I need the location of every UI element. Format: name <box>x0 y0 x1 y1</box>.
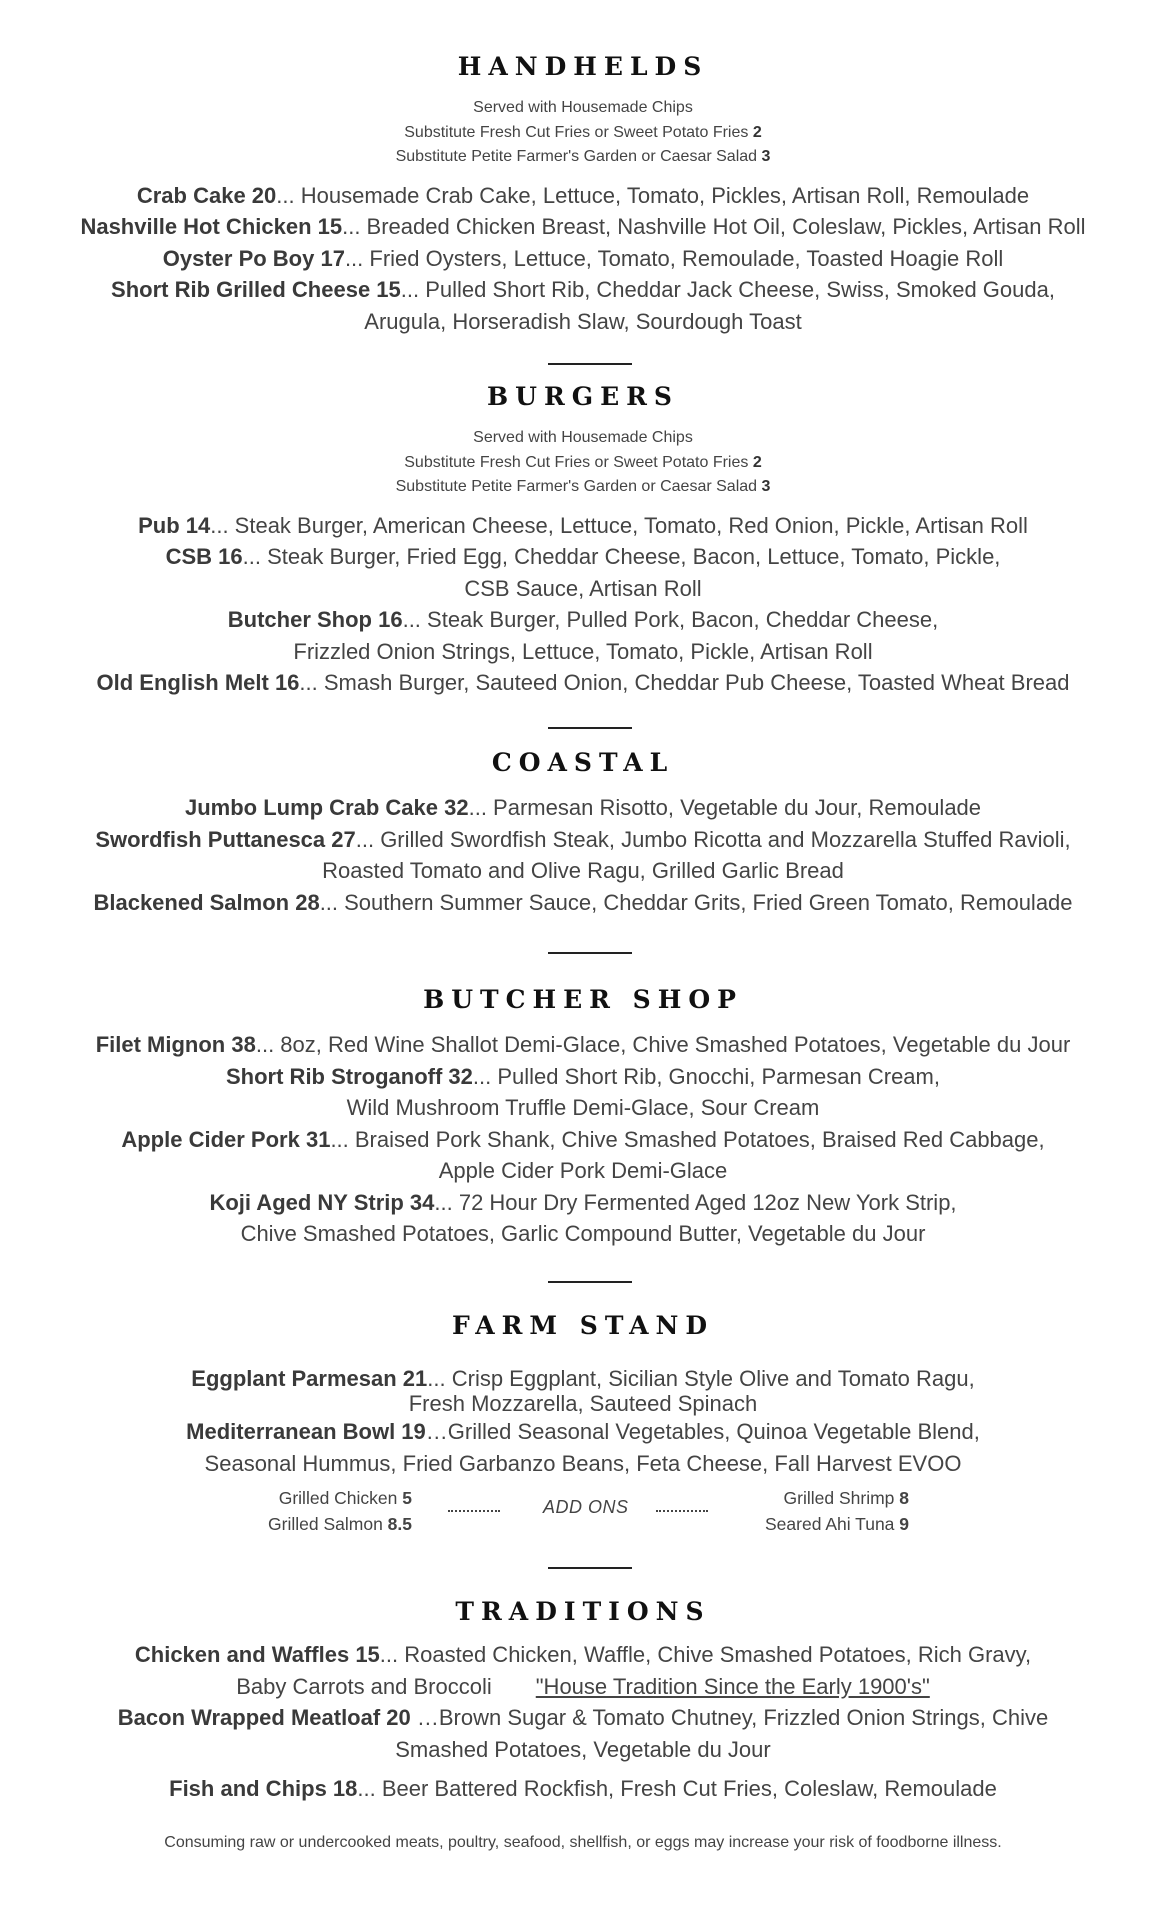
note-line <box>0 451 1166 476</box>
section-title-handhelds: HANDHELDS <box>457 52 709 81</box>
menu-item-name: Nashville Hot Chicken 15 <box>80 214 343 239</box>
menu-item-description: ... 72 Hour Dry Fermented Aged 12oz New York Strip, <box>434 1189 957 1215</box>
section-coastal <box>0 748 1166 918</box>
menu-item-description: ... Grilled Swordfish Steak, Jumbo Ricotta and Mozzarella Stuffed Ravioli, <box>355 826 1071 852</box>
menu-item-name: Eggplant Parmesan 21 <box>191 1366 428 1391</box>
section-title-traditions: TRADITIONS <box>455 1597 711 1626</box>
menu-item <box>0 510 1166 542</box>
note-line: Served with Housemade Chips <box>473 99 693 116</box>
menu-item <box>0 1365 1166 1392</box>
menu-item-description: ... Steak Burger, Fried Egg, Cheddar Cheese, Bacon, Lettuce, Tomato, Pickle, <box>242 544 1001 569</box>
menu-item-name: Fish and Chips 18 <box>169 1776 358 1801</box>
add-on-name: Seared Ahi Tuna <box>765 1514 900 1534</box>
add-on-price: 9 <box>899 1514 910 1534</box>
menu-item-description: ... 8oz, Red Wine Shallot Demi-Glace, Chive Smashed Potatoes, Vegetable du Jour <box>255 1032 1071 1057</box>
menu-item-name: Short Rib Grilled Cheese 15 <box>111 277 401 302</box>
section-butcher-shop <box>0 985 1166 1250</box>
dotted-leader <box>656 1510 708 1512</box>
menu-item <box>0 1124 1166 1156</box>
menu-item-name: Koji Aged NY Strip 34 <box>209 1189 435 1215</box>
section-divider <box>548 1281 632 1283</box>
section-divider <box>548 363 632 365</box>
add-on-item <box>268 1511 412 1537</box>
menu-item <box>0 243 1166 275</box>
menu-item-name: Swordfish Puttanesca 27 <box>95 826 356 852</box>
add-on-item <box>765 1485 909 1511</box>
menu-item <box>0 541 1166 573</box>
menu-item <box>0 824 1166 856</box>
section-farm-stand <box>0 1311 1166 1479</box>
note-price: 2 <box>752 123 762 141</box>
section-divider <box>548 1567 632 1569</box>
menu-item-description: ... Pulled Short Rib, Cheddar Jack Cheese, Swiss, Smoked Gouda, <box>400 277 1055 302</box>
menu-item-description: ... Parmesan Risotto, Vegetable du Jour, Remoulade <box>468 795 982 820</box>
note-text: Substitute Fresh Cut Fries or Sweet Potato Fries <box>404 123 753 141</box>
menu-item-description-cont: Seasonal Hummus, Fried Garbanzo Beans, Feta Cheese, Fall Harvest EVOO <box>204 1450 962 1476</box>
note-line <box>0 121 1166 146</box>
note-price: 3 <box>761 148 771 165</box>
menu-item <box>0 211 1166 243</box>
menu-item-name: Short Rib Stroganoff 32 <box>226 1063 473 1089</box>
menu-item-name: Oyster Po Boy 17 <box>162 245 345 271</box>
section-handhelds <box>0 52 1166 337</box>
menu-item <box>0 667 1166 699</box>
menu-item-description: Baby Carrots and Broccoli <box>236 1673 492 1699</box>
menu-item-description-cont <box>0 1671 1166 1703</box>
menu-item-description: …Grilled Seasonal Vegetables, Quinoa Vegetable Blend, <box>425 1419 980 1444</box>
section-notes <box>0 96 1166 170</box>
menu-item <box>0 1639 1166 1671</box>
add-on-item <box>268 1485 412 1511</box>
add-on-name: Grilled Shrimp <box>783 1488 900 1508</box>
menu-item <box>0 1702 1166 1734</box>
menu-item-name: Crab Cake 20 <box>136 182 277 208</box>
menu-item-description-cont: Smashed Potatoes, Vegetable du Jour <box>395 1736 771 1762</box>
menu-item-description: ... Pulled Short Rib, Gnocchi, Parmesan Cream, <box>472 1063 940 1089</box>
menu-items <box>0 792 1166 918</box>
dotted-leader <box>448 1510 500 1512</box>
add-on-price: 5 <box>402 1488 412 1508</box>
menu-item-description-cont: Chive Smashed Potatoes, Garlic Compound Butter, Vegetable du Jour <box>240 1221 926 1246</box>
menu-item-description: ... Steak Burger, Pulled Pork, Bacon, Cheddar Cheese, <box>402 607 939 632</box>
menu-item-description-cont: Apple Cider Pork Demi-Glace <box>438 1158 728 1183</box>
section-title-coastal: COASTAL <box>491 748 675 777</box>
add-on-item <box>765 1511 909 1537</box>
menu-item <box>0 1029 1166 1061</box>
menu-item-description-cont: Roasted Tomato and Olive Ragu, Grilled Garlic Bread <box>322 858 844 883</box>
menu-item <box>0 274 1166 306</box>
menu-item-description: ... Steak Burger, American Cheese, Lettuce, Tomato, Red Onion, Pickle, Artisan Roll <box>210 512 1028 538</box>
add-on-price: 8 <box>899 1488 910 1508</box>
menu-item <box>0 1773 1166 1805</box>
menu-item-description-cont: Arugula, Horseradish Slaw, Sourdough Toast <box>364 308 802 334</box>
section-traditions <box>0 1597 1166 1805</box>
menu-item <box>0 604 1166 636</box>
menu-item-name: Mediterranean Bowl 19 <box>186 1419 426 1444</box>
section-title-farm-stand: FARM STAND <box>451 1311 715 1340</box>
section-divider <box>548 952 632 954</box>
menu-item-description: ... Beer Battered Rockfish, Fresh Cut Fries, Coleslaw, Remoulade <box>357 1776 997 1801</box>
menu-items <box>0 1029 1166 1250</box>
menu-item-description-cont: Fresh Mozzarella, Sauteed Spinach <box>408 1391 758 1416</box>
menu-item-name: CSB 16 <box>165 544 243 569</box>
menu-item-name: Old English Melt 16 <box>96 670 300 695</box>
menu-item-name: Apple Cider Pork 31 <box>121 1126 331 1152</box>
menu-item <box>0 1416 1166 1448</box>
menu-item-name: Blackened Salmon 28 <box>93 889 320 915</box>
section-burgers <box>0 382 1166 699</box>
menu-items <box>0 1365 1166 1479</box>
menu-item-description: ... Fried Oysters, Lettuce, Tomato, Remoulade, Toasted Hoagie Roll <box>344 245 1004 271</box>
menu-item-description-cont: CSB Sauce, Artisan Roll <box>464 575 702 601</box>
note-line: Served with Housemade Chips <box>473 429 693 446</box>
section-notes <box>0 426 1166 500</box>
menu-item-description: ... Crisp Eggplant, Sicilian Style Olive and Tomato Ragu, <box>427 1366 975 1391</box>
add-on-name: Grilled Chicken <box>278 1488 403 1508</box>
menu-item-name: Pub 14 <box>138 512 211 538</box>
menu-item-name: Filet Mignon 38 <box>95 1032 256 1057</box>
section-title-butcher-shop: BUTCHER SHOP <box>423 985 743 1014</box>
menu-item <box>0 1187 1166 1219</box>
note-text: Substitute Petite Farmer's Garden or Caesar Salad <box>395 148 762 165</box>
note-price: 2 <box>752 453 762 471</box>
note-text: Substitute Fresh Cut Fries or Sweet Potato Fries <box>404 453 753 471</box>
menu-item-description: ... Breaded Chicken Breast, Nashville Hot Oil, Coleslaw, Pickles, Artisan Roll <box>342 214 1086 239</box>
foodborne-illness-disclaimer: Consuming raw or undercooked meats, poultry, seafood, shellfish, or eggs may increase your risk of foodborne illness. <box>164 1834 1002 1851</box>
menu-item-name: Jumbo Lump Crab Cake 32 <box>184 795 469 820</box>
menu-item-name: Chicken and Waffles 15 <box>134 1642 380 1667</box>
note-line <box>0 475 1166 500</box>
menu-item-description: …Brown Sugar & Tomato Chutney, Frizzled Onion Strings, Chive <box>410 1705 1049 1730</box>
add-ons <box>0 1485 1166 1545</box>
menu-item-description: ... Smash Burger, Sauteed Onion, Cheddar Pub Cheese, Toasted Wheat Bread <box>299 670 1070 695</box>
menu-item-name: Butcher Shop 16 <box>227 607 403 632</box>
menu-item-description-cont: Frizzled Onion Strings, Lettuce, Tomato, Pickle, Artisan Roll <box>293 638 873 664</box>
menu-items <box>0 510 1166 699</box>
menu-item <box>0 887 1166 919</box>
note-line <box>0 145 1166 170</box>
note-price: 3 <box>761 478 771 495</box>
section-divider <box>548 727 632 729</box>
menu-item-description: ... Braised Pork Shank, Chive Smashed Potatoes, Braised Red Cabbage, <box>330 1126 1045 1152</box>
add-ons-right <box>765 1485 909 1537</box>
add-on-name: Grilled Salmon <box>268 1514 388 1534</box>
menu-item-description: ... Housemade Crab Cake, Lettuce, Tomato, Pickles, Artisan Roll, Remoulade <box>276 182 1030 208</box>
note-text: Substitute Petite Farmer's Garden or Caesar Salad <box>395 478 762 495</box>
menu-item-description-cont: Wild Mushroom Truffle Demi-Glace, Sour Cream <box>346 1095 820 1120</box>
menu-items <box>0 180 1166 338</box>
menu-item <box>0 1061 1166 1093</box>
add-ons-left <box>268 1485 412 1537</box>
menu-item <box>0 792 1166 824</box>
menu-item-description: ... Roasted Chicken, Waffle, Chive Smashed Potatoes, Rich Gravy, <box>379 1642 1032 1667</box>
menu-item-name: Bacon Wrapped Meatloaf 20 <box>117 1705 411 1730</box>
menu-item-description: ... Southern Summer Sauce, Cheddar Grits, Fried Green Tomato, Remoulade <box>319 889 1073 915</box>
tradition-quote: "House Tradition Since the Early 1900's" <box>535 1673 930 1699</box>
section-title-burgers: BURGERS <box>487 382 679 411</box>
add-on-price: 8.5 <box>387 1514 412 1534</box>
menu-item <box>0 180 1166 212</box>
menu-items <box>0 1639 1166 1805</box>
add-ons-label: ADD ONS <box>543 1497 629 1517</box>
